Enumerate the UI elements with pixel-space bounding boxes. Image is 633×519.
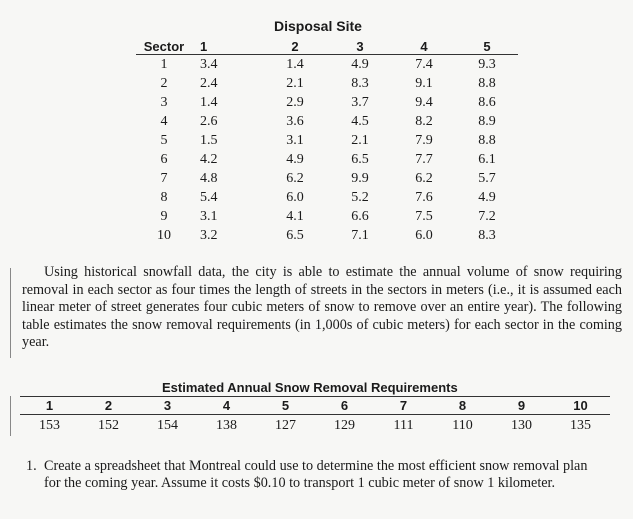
header-cell: 5	[456, 38, 518, 55]
distance-cell: 8.2	[415, 113, 433, 129]
distance-table-row	[136, 188, 518, 207]
sector-cell: 3	[160, 94, 168, 110]
distance-table-row	[136, 226, 518, 245]
distance-cell: 4.2	[200, 151, 218, 167]
distance-cell: 8.9	[478, 113, 496, 129]
requirements-sector-header: 3	[138, 397, 197, 415]
requirements-sector-header: 9	[492, 397, 551, 415]
description-paragraph	[22, 264, 622, 352]
distance-cell: 7.5	[415, 208, 433, 224]
distance-table-header-row	[136, 38, 518, 55]
distance-cell: 8.3	[351, 75, 369, 91]
sector-cell: 9	[160, 208, 168, 224]
requirements-sector-header: 4	[197, 397, 256, 415]
distance-cell: 4.8	[200, 170, 218, 186]
distance-cell: 4.5	[351, 113, 369, 129]
distance-cell: 3.2	[200, 227, 218, 243]
requirements-value-cell: 138	[216, 418, 237, 433]
question-text: Create a spreadsheet that Montreal could use to determine the most efficient snow removal plan for the coming year. Assume it costs $0.10 to transport 1 cubic meter of snow 1 kilometer.	[44, 458, 588, 491]
requirements-value-cell: 154	[157, 418, 178, 433]
distance-cell: 8.3	[478, 227, 496, 243]
distance-cell: 1.4	[286, 56, 304, 72]
requirements-value-cell: 110	[452, 418, 473, 433]
distance-cell: 9.4	[415, 94, 433, 110]
distance-cell: 7.9	[415, 132, 433, 148]
question-1	[26, 458, 606, 492]
distance-cell: 9.3	[478, 56, 496, 72]
header-cell: 4	[392, 38, 456, 55]
distance-table-row	[136, 74, 518, 93]
distance-cell: 4.1	[286, 208, 304, 224]
requirements-sector-header: 5	[256, 397, 315, 415]
distance-cell: 8.6	[478, 94, 496, 110]
distance-cell: 9.9	[351, 170, 369, 186]
distance-table-row	[136, 169, 518, 188]
requirements-sector-header: 6	[315, 397, 374, 415]
sector-cell: 8	[160, 189, 168, 205]
distance-table-row	[136, 112, 518, 131]
distance-table-row	[136, 55, 518, 75]
sector-cell: 2	[160, 75, 168, 91]
distance-cell: 5.7	[478, 170, 496, 186]
requirements-table-title: Estimated Annual Snow Removal Requirements	[162, 380, 458, 395]
requirements-value-cell: 127	[275, 418, 296, 433]
sector-cell: 10	[157, 227, 171, 243]
distance-table-row	[136, 131, 518, 150]
distance-table-row	[136, 207, 518, 226]
distance-cell: 7.4	[415, 56, 433, 72]
sector-cell: 5	[160, 132, 168, 148]
distance-cell: 3.6	[286, 113, 304, 129]
distance-cell: 4.9	[286, 151, 304, 167]
distance-table-row	[136, 93, 518, 112]
distance-cell: 2.9	[286, 94, 304, 110]
page-edge-mark	[10, 268, 11, 358]
requirements-sector-header: 10	[551, 397, 610, 415]
distance-table-row	[136, 150, 518, 169]
distance-cell: 3.1	[200, 208, 218, 224]
sector-cell: 6	[160, 151, 168, 167]
page-edge-mark	[10, 396, 11, 436]
distance-cell: 2.4	[200, 75, 218, 91]
distance-cell: 9.1	[415, 75, 433, 91]
header-cell: 3	[328, 38, 392, 55]
distance-cell: 6.0	[415, 227, 433, 243]
sector-cell: 4	[160, 113, 168, 129]
distance-cell: 4.9	[351, 56, 369, 72]
requirements-value-cell: 153	[39, 418, 60, 433]
distance-cell: 8.8	[478, 132, 496, 148]
distance-cell: 3.7	[351, 94, 369, 110]
distance-cell: 5.2	[351, 189, 369, 205]
distance-cell: 3.4	[200, 56, 218, 72]
requirements-sector-header: 2	[79, 397, 138, 415]
question-number: 1.	[26, 458, 37, 474]
distance-table	[136, 38, 518, 245]
sector-cell: 1	[160, 56, 168, 72]
distance-cell: 6.6	[351, 208, 369, 224]
distance-cell: 6.0	[286, 189, 304, 205]
sector-cell: 7	[160, 170, 168, 186]
requirements-header-row	[20, 397, 610, 415]
distance-cell: 1.5	[200, 132, 218, 148]
header-cell: 2	[262, 38, 328, 55]
distance-cell: 2.1	[286, 75, 304, 91]
distance-cell: 5.4	[200, 189, 218, 205]
distance-cell: 7.1	[351, 227, 369, 243]
requirements-value-cell: 135	[570, 418, 591, 433]
distance-cell: 8.8	[478, 75, 496, 91]
requirements-value-cell: 111	[393, 418, 414, 433]
requirements-value-cell: 129	[334, 418, 355, 433]
distance-cell: 7.6	[415, 189, 433, 205]
distance-cell: 6.5	[286, 227, 304, 243]
distance-cell: 7.2	[478, 208, 496, 224]
distance-cell: 2.6	[200, 113, 218, 129]
distance-cell: 6.5	[351, 151, 369, 167]
requirements-value-cell: 130	[511, 418, 532, 433]
requirements-table	[20, 396, 610, 437]
distance-table-title: Disposal Site	[274, 18, 362, 34]
distance-cell: 7.7	[415, 151, 433, 167]
header-cell: Sector	[136, 38, 192, 55]
requirements-sector-header: 1	[20, 397, 79, 415]
requirements-value-cell: 152	[98, 418, 119, 433]
requirements-value-row	[20, 415, 610, 438]
distance-cell: 4.9	[478, 189, 496, 205]
distance-cell: 2.1	[351, 132, 369, 148]
paragraph-text: Using historical snowfall data, the city is able to estimate the annual volume of snow requiring removal in each sector as four times the length of streets in the sectors in meters (i.e., it is assumed each linear meter of street generates four cubic meters of snow to remove over an entire year). The following table estimates the snow removal requirements (in 1,000s of cubic meters) for each sector in the coming year.	[22, 264, 622, 350]
requirements-sector-header: 7	[374, 397, 433, 415]
requirements-sector-header: 8	[433, 397, 492, 415]
distance-cell: 1.4	[200, 94, 218, 110]
header-cell: 1	[192, 38, 262, 55]
distance-cell: 6.2	[415, 170, 433, 186]
distance-cell: 6.2	[286, 170, 304, 186]
distance-cell: 6.1	[478, 151, 496, 167]
distance-cell: 3.1	[286, 132, 304, 148]
